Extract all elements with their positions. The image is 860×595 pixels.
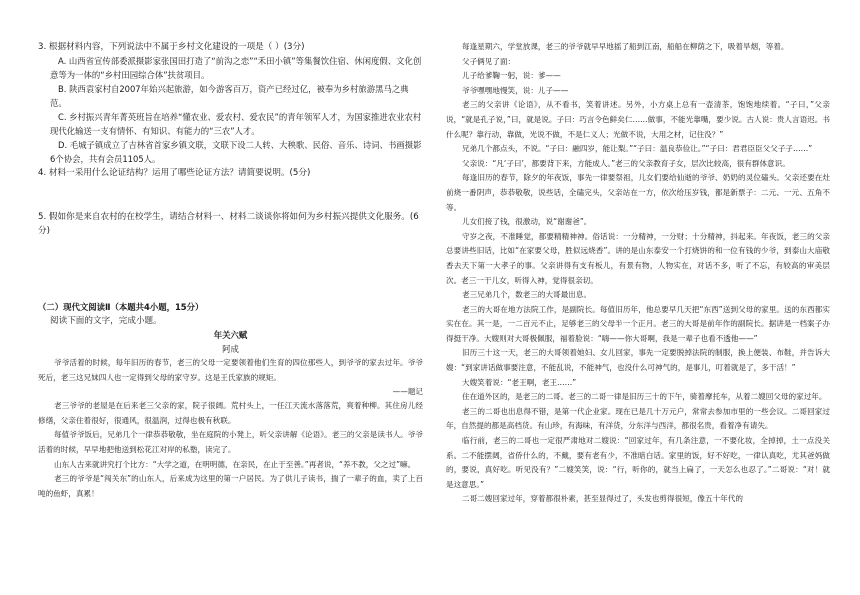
- paragraph: 大嫂笑着说：“老王啊，老王……”: [462, 377, 577, 387]
- answer-space-4: [38, 180, 423, 210]
- paragraph: 每逢旧历的春节，除夕的年夜饭，事先一律要祭祖，儿女们要给仙逝的爷爷、奶奶的灵位磕头。父亲还要在灶前烧一番阴声，恭恭敬敬，说些话，全磕完头，父亲站在一方，依次给压岁钱，都是新票子：二元、一元、五角不等。: [446, 173, 830, 212]
- paragraph: 儿子给爹鞠一躬，说：爹——: [462, 71, 561, 81]
- left-column: [38, 40, 423, 501]
- epigraph-tag: ——题记: [392, 387, 423, 397]
- answer-space-5: [38, 238, 423, 300]
- paragraph: 爷爷嘿嘿地慢笑，说：儿子——: [462, 85, 569, 95]
- question-3: 3. 根据材料内容，下列说法中不属于乡村文化建设的一项是（ ）(3分): [38, 42, 305, 52]
- paragraph: 儿女们接了钱，很激动，说“谢谢爸”。: [462, 217, 592, 227]
- option-c: C. 乡村振兴青年菁英班旨在培养“懂农业、爱农村、爱农民”的青年领军人才，为国家推进农业农村现代化输送一支有情怀、有知识、有能力的“三农”人才。: [50, 112, 422, 136]
- option-a: A. 山西省宣传部委派摄影家张国田打造了“前沟之恋”“禾田小镇”等集餐饮住宿、休闲度假、文化创意等为一体的“乡村田园综合体”扶贫项目。: [50, 56, 422, 80]
- paragraph: 旧历三十这一天，老三的大哥领着她妇、女儿回家，事先一定要脱掉法院的制服，换上便装、布鞋，并告诉大嫂：“到家讲话做事要注意，不能乱说，不能神气，也没什么可神气的，是事儿，叮着就是了，多干活！”: [446, 348, 830, 373]
- paragraph-2: 老三爷爷的老屋是在后来老三父亲的家，院子很阔。荒村头上，一任江天流水落落荒，爽着种柳。其住房儿经修缮，父亲住着很好，很通风，很温润，过得也极有秋联。: [38, 401, 423, 425]
- section-heading: （二）现代文阅读Ⅱ（本题共4小题，15分）: [38, 302, 204, 312]
- article-author: 阿成: [222, 344, 239, 354]
- paragraph: 老三的二哥也出息得不错，是第一代企业家。现在已是几十万元户，常常去参加市里的一些会议。二哥回家过年，自然提的都是高档货。有山珍，有海味，有洋货，分东洋与西洋，都很名贵，看着净有请失。: [446, 406, 830, 431]
- paragraph: 老三的大哥在地方法院工作，是副院长。每值旧历年，他总要早几天把“东西”送到父母的家里。送的东西都实实在在。其一是，一二百元不止，足够老三的父母半一个正月。老三的大哥是前年作的副院长。据讲是一档案子办得挺干净。大嫂则对大哥极佩服，福着脸说：“嗨——你大哥啊，我是一辈子也看不透他——”: [446, 304, 830, 343]
- right-column: [446, 40, 830, 507]
- paragraph: 老三兄弟几个，数老三的大哥最出息。: [462, 290, 592, 300]
- article-title: 年关六赋: [213, 330, 248, 340]
- paragraph: 临行前，老三的二哥也一定很严肃地对二嫂说：“回家过年，有几条注意，一不要化妆，全掉掉，土一点没关系。二不能摆阔，省侨什么的，不戴，要有老有少，不准暗白话。家里的饭，好不好吃，一律认真吃，尤其爸妈做的，要说，真好吃。听见没有？”二嫂笑笑，说：“行，听你的，就当上扁了，一天怎么也忍了。”二哥说：“对！就是这意思。”: [446, 436, 830, 489]
- paragraph-1: 爷爷活着的时候，每年旧历的春节，老三的父母一定要领着他们生育的四位那些人，到爷爷的家去过年。爷爷死后，老三这兄妹四人也一定得到父母的家守岁。这是王氏家族的规矩。: [38, 358, 423, 382]
- paragraph: 每逢星期六，学堂放课，老三的爷爷就早早地摇了船到江南，船船在柳荫之下，吸着旱烟，等着。: [462, 42, 789, 51]
- question-4: 4. 材料一采用什么论证结构？运用了哪些论证方法？请简要说明。(5分): [38, 168, 311, 178]
- paragraph: 父亲说：“凡‘子曰’，都要背下来，方能成人。”老三的父亲教育子女，层次比较高，很有群体意识。: [462, 158, 790, 168]
- question-5: 5. 假如你是来自农村的在校学生，请结合材料一、材料二谈谈你将如何为乡村振兴提供文化服务。(6分): [38, 212, 419, 236]
- paragraph: 二哥二嫂回家过年，穿着都很朴素，甚至显得过了，头发也剪得很短，像五十年代的: [462, 494, 743, 504]
- paragraph: 住在道外区的，是老三的二哥。老三的二哥一律是旧历三十的下午，骑着摩托车，从着二嫂回父母的家过年。: [462, 392, 827, 402]
- paragraph-5: 老三的爷爷是“闯关东”的山东人，后来成为这里的第一户居民。为了供儿子读书，揣了一辈子的血，卖了上百吨的鱼虾，真累！: [38, 474, 423, 498]
- option-d: D. 毛城子镇成立了吉林省首家乡镇文联，文联下设二人转、大秧歌、民俗、音乐、诗词、书画摄影6个协会，共有会员1105人。: [50, 140, 422, 164]
- paragraph-3: 每值爷爷饭后，兄弟几个一律恭恭敬敬，坐在庭院的小凳上，听父亲讲解《论语》。老三的父亲是读书人。爷爷活着的时候，早早地把他送到松花江对岸的私塾，读完了。: [38, 430, 423, 454]
- paragraph: 父子俩见了面：: [462, 56, 516, 66]
- paragraph: 守岁之夜，不准睡觉，都要精精神神。俗话说：一分精神，一分财；十分精神，抖起来。年夜饭，老三的父亲总要讲些旧话，比如“在家要父母，胜似远烧香”。讲的是山东泰安一个打烧饼的和一位有钱的少爷，到泰山大庙敬香去天下第一大孝子的事。父亲讲得有支有板儿，有景有物，人物实在，对话不多，听了不忘，有较高的审美层次。老三一干儿女，听得入神，觉得很亲切。: [446, 231, 830, 285]
- paragraph: 兄弟几个都点头，不说。“子曰：融四岁，能让梨。”“子曰：温良恭俭让。”“子曰：君君臣臣父父子子……”: [462, 144, 813, 154]
- paragraph-4: 山东人古来就讲究打个比方：“大学之道，在明明德，在亲民，在止于至善。”再者说，“养不教，父之过”嘛。: [54, 459, 416, 469]
- paragraph: 老三的父亲讲《论语》，从不看书，笑着讲述。另外，小方桌上总有一壶清茶，饱饱地续着。“子曰，”父亲说，“就是孔子说，”曰，就是说。子曰：巧言令色鲜矣仁……做事，不能光靠嘴，要少说。古人说：贵人言语迟。书什么呢？靠行动，靠做，光说不做，不是仁义人；光做不说，大用之材，记住没？”: [446, 100, 830, 139]
- instruction: 阅读下面的文字，完成小题。: [50, 316, 162, 326]
- option-b: B. 陕西袁家村自2007年始兴起旅游，如今游客百万，资产已经过亿，被奉为乡村旅游黑马之典范。: [50, 84, 409, 108]
